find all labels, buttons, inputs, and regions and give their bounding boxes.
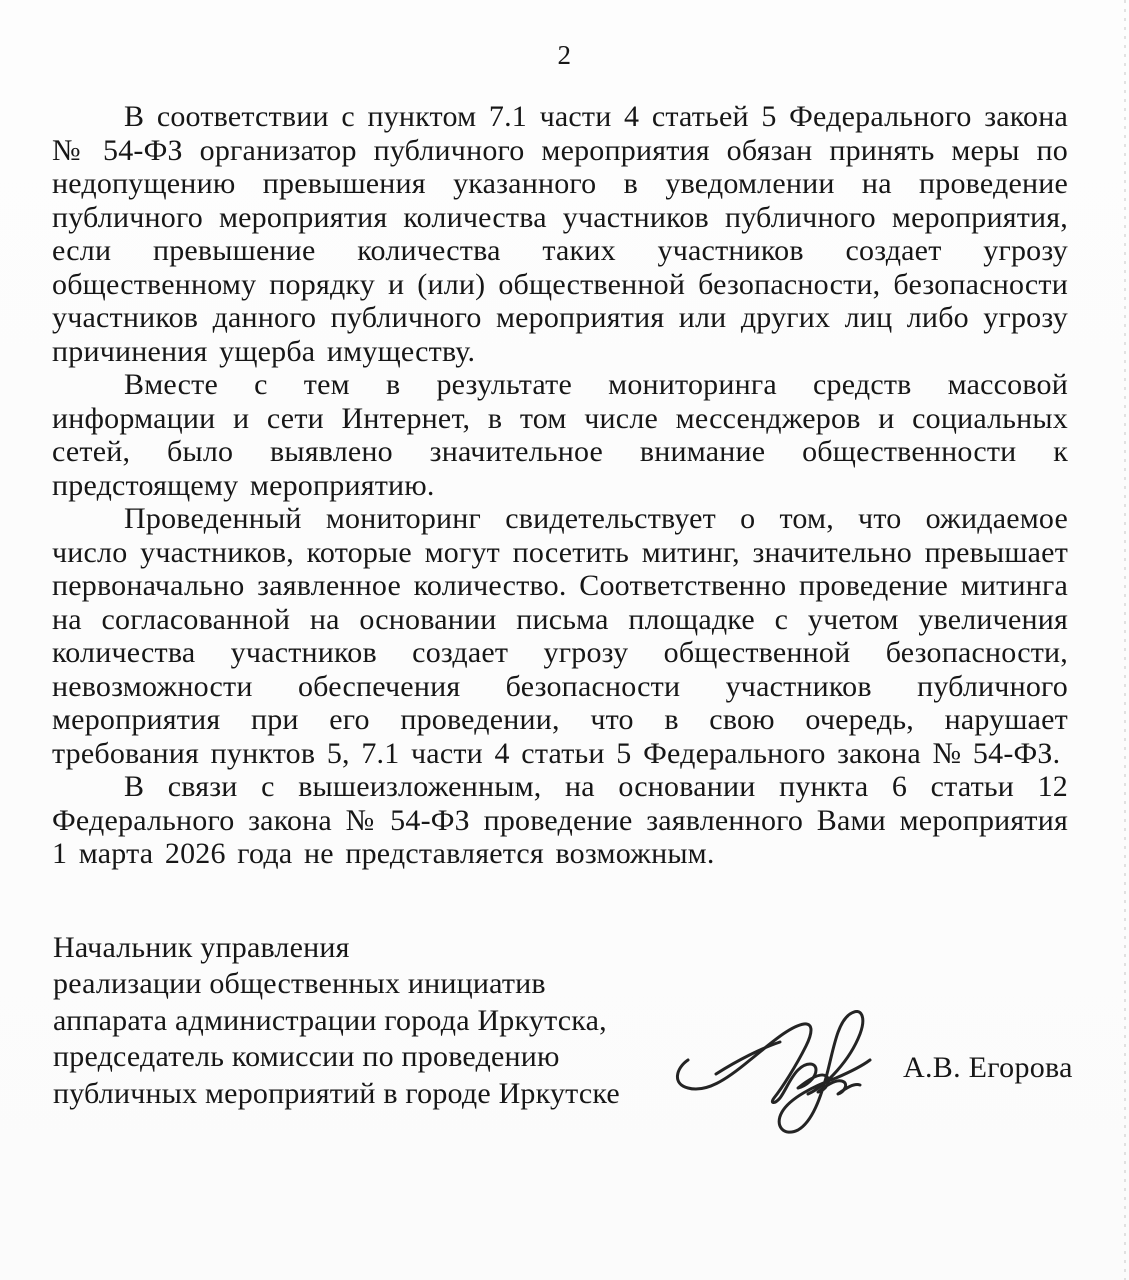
scan-artifact-right-edge: [1124, 0, 1126, 1280]
letter-body: [52, 100, 1068, 871]
page-number: 2: [557, 40, 572, 70]
handwritten-signature-icon: [658, 998, 898, 1143]
paragraph-legal-basis: В соответствии с пунктом 7.1 части 4 статьей 5 Федерального закона № 54-ФЗ организатор публичного мероприятия обязан принять меры по недопущению превышения указанного в уведомлении на проведение публичного мероприятия количества участников публичного мероприятия, если превышение количества таких участников создает угрозу общественному порядку и (или) общественной безопасности, безопасности участников данного публичного мероприятия или других лиц либо угрозу причинения ущерба имуществу.: [52, 100, 1068, 368]
paragraph-conclusion-monitoring: Проведенный мониторинг свидетельствует о том, что ожидаемое число участников, которые могут посетить митинг, значительно превышает первоначально заявленное количество. Соответственно проведение митинга на согласованной на основании письма площадке с учетом увеличения количества участников создает угрозу общественной безопасности, невозможности обеспечения безопасности участников публичного мероприятия при его проведении, что в свою очередь, нарушает требования пунктов 5, 7.1 части 4 статьи 5 Федерального закона № 54-ФЗ.: [52, 502, 1068, 770]
signer-title-line: председатель комиссии по проведению: [53, 1040, 560, 1074]
signer-title-block: [53, 930, 620, 1112]
signer-title-line: Начальник управления: [53, 931, 350, 964]
paragraph-monitoring: Вместе с тем в результате мониторинга средств массовой информации и сети Интернет, в том числе мессенджеров и социальных сетей, было выявлено значительное внимание общественности к предстоящему мероприятию.: [52, 368, 1068, 502]
signer-title-line: аппарата администрации города Иркутска,: [53, 1003, 607, 1037]
signer-title-line: реализации общественных инициатив: [53, 967, 546, 1001]
signer-name: А.В. Егорова: [903, 1051, 1073, 1084]
signer-title-line: публичных мероприятий в городе Иркутске: [53, 1076, 620, 1110]
paragraph-refusal: В связи с вышеизложенным, на основании пункта 6 статьи 12 Федерального закона № 54-ФЗ проведение заявленного Вами мероприятия 1 марта 2026 года не представляется возможным.: [52, 770, 1068, 870]
